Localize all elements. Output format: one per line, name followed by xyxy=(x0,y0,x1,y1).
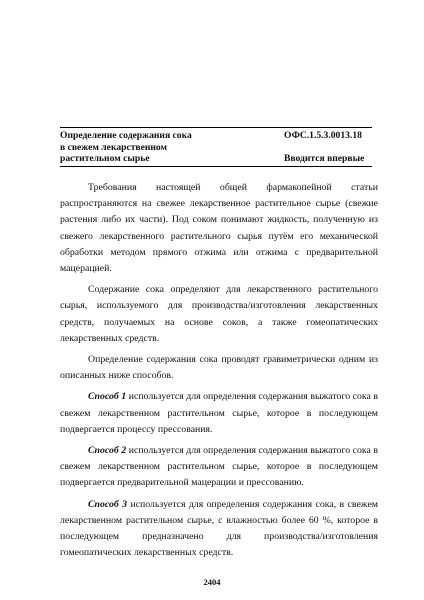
paragraph xyxy=(60,389,378,438)
paragraph-text: Требования настоящей общей фармакопейной статьи распространяются на свежее лекарственное растительное сырье (свежие растения либо их части). Под соком понимают жидкость, полученную из свежего лекарственного растительного сырья путём его механической обработки методом прямого отжима или отжима с предварительной мацерацией. xyxy=(60,182,378,275)
paragraph-text: используется для определения содержания выжатого сока в свежем лекарственном растительном сырье, которое в последующем подвергается предварительной мацерации и прессованию. xyxy=(60,445,378,489)
paragraph xyxy=(60,282,378,347)
paragraph xyxy=(60,497,378,562)
introduction-status: Вводится впервые xyxy=(284,153,365,164)
page-number: 2404 xyxy=(203,577,221,587)
paragraph xyxy=(60,443,378,492)
document-title xyxy=(60,130,230,165)
title-line: в свежем лекарственном xyxy=(60,141,168,153)
paragraph-text: используется для определения содержания выжатого сока в свежем лекарственном растительном сырье, которое в последующем подвергается процессу прессования. xyxy=(60,391,378,435)
document-body xyxy=(60,180,378,566)
document-header xyxy=(60,127,372,167)
method-label: Способ 1 xyxy=(88,391,127,403)
paragraph-text: Определение содержания сока проводят гравиметрически одним из описанных ниже способов. xyxy=(60,354,378,382)
paragraph xyxy=(60,352,378,384)
title-line: растительном сырье xyxy=(60,153,150,164)
monograph-code: ОФС.1.5.3.0013.18 xyxy=(284,130,362,141)
paragraph xyxy=(60,180,378,277)
title-line: Определение содержания сока xyxy=(60,130,192,141)
paragraph-text: Содержание сока определяют для лекарственного растительного сырья, используемого для производства/изготовления лекарственных средств, получаемых на основе соков, а также гомеопатических лекарственных средств. xyxy=(60,284,378,344)
method-label: Способ 3 xyxy=(88,498,128,510)
method-label: Способ 2 xyxy=(88,445,127,457)
paragraph-text: используется для определения содержания сока, в свежем лекарственном растительном сырье, с влажностью более 60 %, которое в последующем предназначено для производства/изготовления гомеопатических лекарственных средств. xyxy=(60,498,378,559)
